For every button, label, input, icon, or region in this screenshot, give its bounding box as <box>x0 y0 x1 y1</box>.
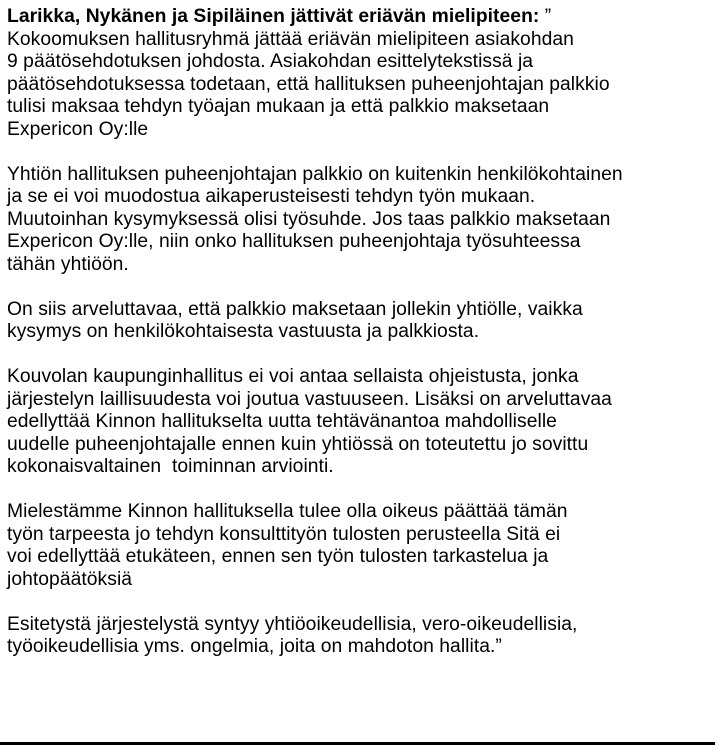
paragraph-1 <box>7 6 713 141</box>
text-line: järjestelyn laillisuudesta voi joutua vastuuseen. Lisäksi on arveluttavaa <box>7 388 612 410</box>
paragraph-3 <box>7 299 713 344</box>
text-line: uudelle puheenjohtajalle ennen kuin yhtiössä on toteutettu jo sovittu <box>7 433 589 455</box>
text-line: edellyttää Kinnon hallitukselta uutta tehtävänantoa mahdolliselle <box>7 411 557 432</box>
text-line: Muutoinhan kysymyksessä olisi työsuhde. Jos taas palkkio maksetaan <box>7 208 611 230</box>
text-line: On siis arveluttavaa, että palkkio maksetaan jollekin yhtiölle, vaikka <box>7 298 583 320</box>
heading-line <box>7 6 713 29</box>
paragraph-4 <box>7 366 713 479</box>
text-line: työn tarpeesta jo tehdyn konsulttityön tulosten perusteella Sitä ei <box>7 523 561 545</box>
text-line: Kokoomuksen hallitusryhmä jättää eriävän mielipiteen asiakohdan <box>7 28 574 50</box>
text-line: tulisi maksaa tehdyn työajan mukaan ja että palkkio maksetaan <box>7 96 550 117</box>
text-line: työoikeudellisia yms. ongelmia, joita on mahdoton hallita.” <box>7 636 502 657</box>
paragraph-6 <box>7 614 713 659</box>
text-line: Expericon Oy:lle <box>7 118 149 140</box>
text-line: voi edellyttää etukäteen, ennen sen työn tulosten tarkastelua ja <box>7 546 549 567</box>
text-line: Esitetystä järjestelystä syntyy yhtiöoikeudellisia, vero-oikeudellisia, <box>7 613 578 635</box>
text-line: tähän yhtiöön. <box>7 253 129 275</box>
text-line: Kouvolan kaupunginhallitus ei voi antaa sellaista ohjeistusta, jonka <box>7 366 579 387</box>
text-line: ja se ei voi muodostua aikaperusteisesti tehdyn työn mukaan. <box>7 186 536 207</box>
dissent-statement <box>7 6 713 681</box>
text-line: 9 päätösehdotuksen johdosta. Asiakohdan esittelytekstissä ja <box>7 51 534 72</box>
text-line: johtopäätöksiä <box>7 568 133 590</box>
opening-quote: ” <box>539 6 552 27</box>
text-line: kokonaisvaltainen toiminnan arviointi. <box>7 456 334 477</box>
text-line: Expericon Oy:lle, niin onko hallituksen puheenjohtaja työsuhteessa <box>7 231 581 252</box>
text-line: kysymys on henkilökohtaisesta vastuusta ja palkkiosta. <box>7 321 480 342</box>
paragraph-5 <box>7 501 713 591</box>
text-line: päätösehdotuksessa todetaan, että hallituksen puheenjohtajan palkkio <box>7 73 610 95</box>
statement-heading: Larikka, Nykänen ja Sipiläinen jättivät eriävän mielipiteen: <box>7 6 540 27</box>
text-line: Mielestämme Kinnon hallituksella tulee olla oikeus päättää tämän <box>7 501 568 522</box>
text-line: Yhtiön hallituksen puheenjohtajan palkkio on kuitenkin henkilökohtainen <box>7 163 623 185</box>
paragraph-2 <box>7 164 713 277</box>
